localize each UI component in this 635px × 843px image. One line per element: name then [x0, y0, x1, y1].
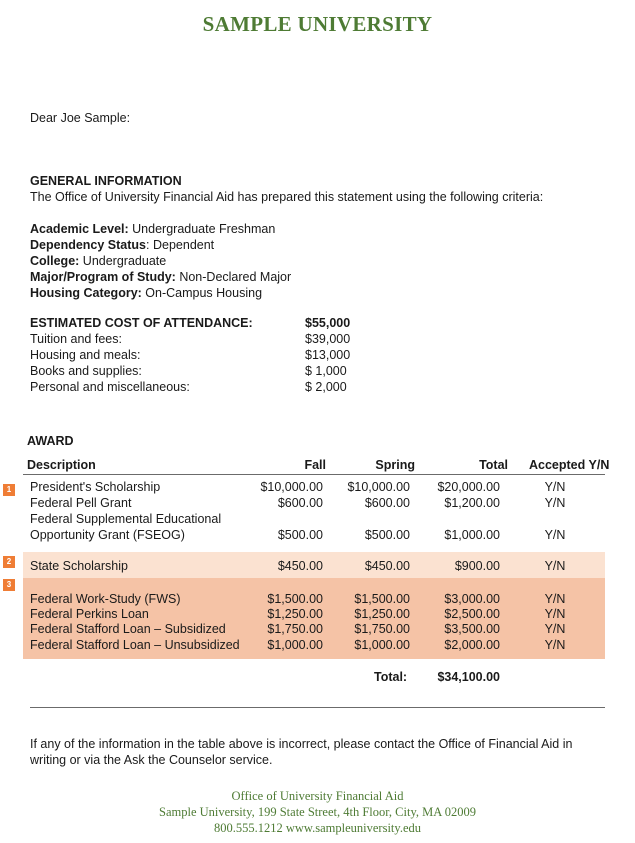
cost-item-label: Personal and miscellaneous:	[30, 380, 190, 394]
award-description: President's Scholarship	[30, 480, 161, 494]
award-total: $1,000.00	[444, 528, 500, 542]
award-description: State Scholarship	[30, 559, 128, 573]
cost-item-amount: $13,000	[305, 348, 351, 362]
award-total: $900.00	[454, 559, 500, 573]
award-fall: $450.00	[277, 559, 323, 573]
col-header-accepted: Accepted Y/N	[529, 458, 610, 472]
award-accepted: Y/N	[544, 638, 566, 652]
section-divider	[30, 707, 605, 708]
award-total: $1,200.00	[444, 496, 500, 510]
criteria-dependency-status	[30, 237, 291, 253]
award-fall: $1,500.00	[267, 592, 323, 606]
cost-item-amount: $39,000	[305, 332, 351, 346]
section-marker-2: 2	[3, 556, 15, 568]
award-accepted: Y/N	[544, 592, 566, 606]
award-spring: $500.00	[364, 528, 410, 542]
section-marker-3: 3	[3, 579, 15, 591]
col-header-description: Description	[27, 458, 96, 472]
cost-total: $55,000	[305, 316, 351, 330]
footer-contact: 800.555.1212 www.sampleuniversity.edu	[213, 821, 422, 835]
award-total: $2,500.00	[444, 607, 500, 621]
award-description: Federal Pell Grant	[30, 496, 132, 510]
award-heading: AWARD	[27, 434, 74, 448]
criteria-major	[30, 269, 291, 285]
criteria-label: Housing Category:	[30, 286, 142, 300]
criteria-value: Dependent	[152, 238, 215, 252]
general-info-intro: The Office of University Financial Aid has prepared this statement using the following criteria:	[30, 190, 544, 204]
award-description: Federal Stafford Loan – Unsubsidized	[30, 638, 240, 652]
award-description: Federal Work-Study (FWS)	[30, 592, 181, 606]
criteria-label: Academic Level:	[30, 222, 129, 236]
criteria-separator: :	[146, 238, 150, 252]
award-accepted: Y/N	[544, 559, 566, 573]
greeting: Dear Joe Sample:	[30, 111, 131, 125]
table-header-divider	[23, 474, 605, 475]
cost-item-label: Housing and meals:	[30, 348, 141, 362]
award-fall: $500.00	[277, 528, 323, 542]
col-header-total: Total	[479, 458, 508, 472]
section-marker-1: 1	[3, 484, 15, 496]
university-title: SAMPLE UNIVERSITY	[202, 12, 433, 36]
footer-office: Office of University Financial Aid	[231, 789, 404, 803]
footer-address: Sample University, 199 State Street, 4th Floor, City, MA 02009	[159, 805, 476, 819]
criteria-label: College:	[30, 254, 80, 268]
cost-item-label: Books and supplies:	[30, 364, 142, 378]
award-total: $20,000.00	[437, 480, 500, 494]
award-accepted: Y/N	[544, 528, 566, 542]
criteria-value: On-Campus Housing	[145, 286, 263, 300]
criteria-academic-level	[30, 221, 291, 237]
award-description: Federal Stafford Loan – Subsidized	[30, 622, 226, 636]
award-spring: $10,000.00	[347, 480, 410, 494]
award-spring: $450.00	[364, 559, 410, 573]
criteria-label: Dependency Status	[30, 238, 147, 252]
correction-notice: If any of the information in the table above is incorrect, please contact the Office of Financial Aid in writing or via the Ask the Counselor service.	[30, 737, 573, 767]
criteria-value: Non-Declared Major	[179, 270, 292, 284]
col-header-fall: Fall	[304, 458, 326, 472]
criteria-label: Major/Program of Study:	[30, 270, 176, 284]
criteria-college	[30, 253, 291, 269]
award-accepted: Y/N	[544, 496, 566, 510]
grand-total-value: $34,100.00	[437, 670, 500, 684]
general-info-heading: GENERAL INFORMATION	[30, 174, 182, 188]
award-fall: $10,000.00	[260, 480, 323, 494]
award-total: $3,000.00	[444, 592, 500, 606]
award-spring: $1,000.00	[354, 638, 410, 652]
cost-item-amount: $ 1,000	[305, 364, 347, 378]
award-spring: $1,750.00	[354, 622, 410, 636]
award-total: $2,000.00	[444, 638, 500, 652]
cost-item-label: Tuition and fees:	[30, 332, 122, 346]
award-fall: $1,750.00	[267, 622, 323, 636]
award-description: Federal Perkins Loan	[30, 607, 149, 621]
criteria-value: Undergraduate Freshman	[132, 222, 276, 236]
award-accepted: Y/N	[544, 480, 566, 494]
cost-heading: ESTIMATED COST OF ATTENDANCE:	[30, 316, 253, 330]
grand-total-label: Total:	[374, 670, 408, 684]
award-spring: $1,250.00	[354, 607, 410, 621]
criteria-list	[30, 221, 291, 301]
award-spring: $600.00	[364, 496, 410, 510]
award-description: Opportunity Grant (FSEOG)	[30, 528, 185, 542]
award-fall: $1,250.00	[267, 607, 323, 621]
award-total: $3,500.00	[444, 622, 500, 636]
award-spring: $1,500.00	[354, 592, 410, 606]
criteria-value: Undergraduate	[82, 254, 167, 268]
award-description: Federal Supplemental Educational	[30, 512, 222, 526]
col-header-spring: Spring	[375, 458, 415, 472]
award-accepted: Y/N	[544, 607, 566, 621]
award-accepted: Y/N	[544, 622, 566, 636]
award-fall: $600.00	[277, 496, 323, 510]
cost-item-amount: $ 2,000	[305, 380, 347, 394]
criteria-housing	[30, 285, 291, 301]
award-fall: $1,000.00	[267, 638, 323, 652]
